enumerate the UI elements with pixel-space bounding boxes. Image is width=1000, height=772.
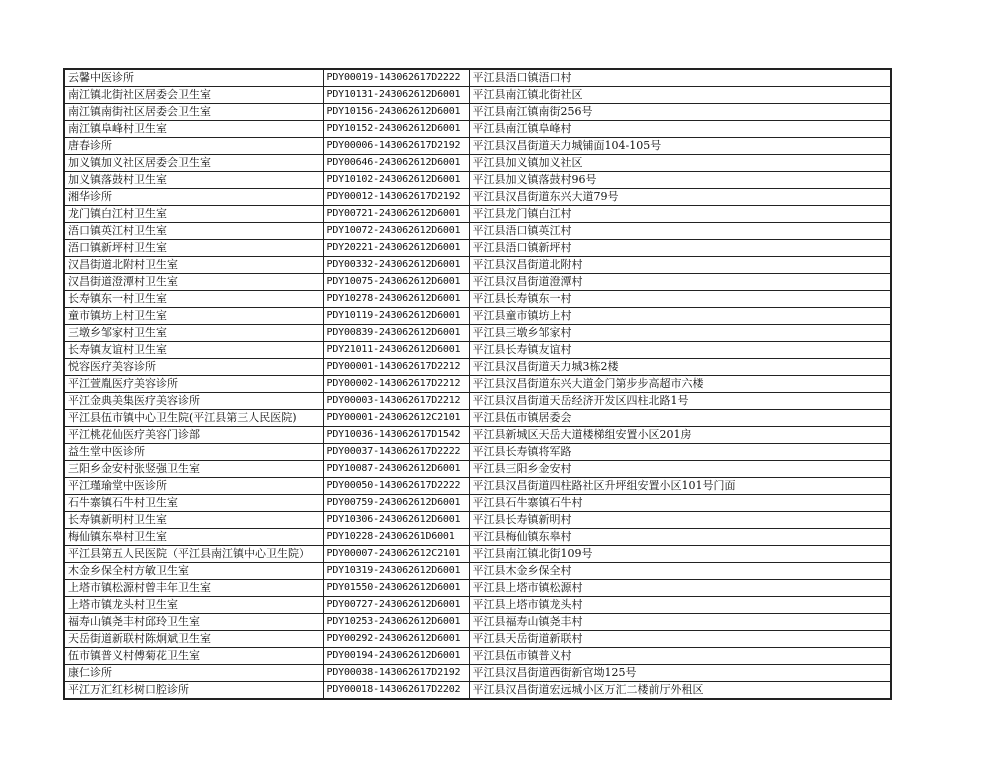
license-code-cell: PDY00037-143062617D2222 [323, 444, 469, 461]
license-code-cell: PDY10306-243062612D6001 [323, 512, 469, 529]
address-cell: 平江县汉昌街道北附村 [469, 257, 891, 274]
table-row [64, 342, 891, 359]
address-cell: 平江县三墩乡邹家村 [469, 325, 891, 342]
license-code-cell: PDY10228-24306261D6001 [323, 529, 469, 546]
address-cell: 平江县龙门镇白江村 [469, 206, 891, 223]
table-row [64, 376, 891, 393]
table-row [64, 393, 891, 410]
address-cell: 平江县长寿镇新明村 [469, 512, 891, 529]
institution-name-cell: 福寿山镇尧丰村邱玲卫生室 [64, 614, 323, 631]
table-row [64, 87, 891, 104]
license-code-cell: PDY00001-143062617D2212 [323, 359, 469, 376]
institution-name-cell: 上塔市镇松源村曾丰年卫生室 [64, 580, 323, 597]
address-cell: 平江县长寿镇东一村 [469, 291, 891, 308]
license-code-cell: PDY00018-143062617D2202 [323, 682, 469, 700]
table-row [64, 325, 891, 342]
institution-name-cell: 平江桃花仙医疗美容门诊部 [64, 427, 323, 444]
table-row [64, 410, 891, 427]
address-cell: 平江县木金乡保全村 [469, 563, 891, 580]
institution-name-cell: 伍市镇普义村傅菊花卫生室 [64, 648, 323, 665]
license-code-cell: PDY00721-243062612D6001 [323, 206, 469, 223]
table-row [64, 444, 891, 461]
institution-name-cell: 汉昌街道北附村卫生室 [64, 257, 323, 274]
address-cell: 平江县伍市镇居委会 [469, 410, 891, 427]
address-cell: 平江县上塔市镇松源村 [469, 580, 891, 597]
address-cell: 平江县浯口镇浯口村 [469, 69, 891, 87]
institution-name-cell: 平江县第五人民医院（平江县南江镇中心卫生院） [64, 546, 323, 563]
license-code-cell: PDY00050-143062617D2222 [323, 478, 469, 495]
institution-name-cell: 平江金典美集医疗美容诊所 [64, 393, 323, 410]
license-code-cell: PDY10131-243062612D6001 [323, 87, 469, 104]
license-code-cell: PDY00003-143062617D2212 [323, 393, 469, 410]
institution-name-cell: 长寿镇友谊村卫生室 [64, 342, 323, 359]
table-row [64, 614, 891, 631]
license-code-cell: PDY10253-243062612D6001 [323, 614, 469, 631]
institution-name-cell: 上塔市镇龙头村卫生室 [64, 597, 323, 614]
address-cell: 平江县福寿山镇尧丰村 [469, 614, 891, 631]
institution-name-cell: 浯口镇英江村卫生室 [64, 223, 323, 240]
table-row [64, 665, 891, 682]
license-code-cell: PDY20221-243062612D6001 [323, 240, 469, 257]
address-cell: 平江县汉昌街道天岳经济开发区四柱北路1号 [469, 393, 891, 410]
institution-name-cell: 石牛寨镇石牛村卫生室 [64, 495, 323, 512]
table-row [64, 206, 891, 223]
address-cell: 平江县天岳街道新联村 [469, 631, 891, 648]
license-code-cell: PDY00002-143062617D2212 [323, 376, 469, 393]
address-cell: 平江县汉昌街道东兴大道79号 [469, 189, 891, 206]
institution-name-cell: 梅仙镇东皋村卫生室 [64, 529, 323, 546]
license-code-cell: PDY10319-243062612D6001 [323, 563, 469, 580]
license-code-cell: PDY10152-243062612D6001 [323, 121, 469, 138]
institution-name-cell: 湘华诊所 [64, 189, 323, 206]
table-row [64, 104, 891, 121]
license-code-cell: PDY00019-143062617D2222 [323, 69, 469, 87]
table-row [64, 138, 891, 155]
institution-table [63, 68, 892, 700]
address-cell: 平江县南江镇阜峰村 [469, 121, 891, 138]
institution-name-cell: 南江镇阜峰村卫生室 [64, 121, 323, 138]
license-code-cell: PDY10102-243062612D6001 [323, 172, 469, 189]
table-row [64, 529, 891, 546]
institution-name-cell: 木金乡保全村方敏卫生室 [64, 563, 323, 580]
institution-name-cell: 童市镇坊上村卫生室 [64, 308, 323, 325]
table-row [64, 461, 891, 478]
license-code-cell: PDY00727-243062612D6001 [323, 597, 469, 614]
table-row [64, 580, 891, 597]
license-code-cell: PDY00292-243062612D6001 [323, 631, 469, 648]
address-cell: 平江县三阳乡金安村 [469, 461, 891, 478]
address-cell: 平江县加义镇落鼓村96号 [469, 172, 891, 189]
license-code-cell: PDY01550-243062612D6001 [323, 580, 469, 597]
license-code-cell: PDY10278-243062612D6001 [323, 291, 469, 308]
table-row [64, 546, 891, 563]
institution-name-cell: 益生堂中医诊所 [64, 444, 323, 461]
table-row [64, 121, 891, 138]
license-code-cell: PDY10075-243062612D6001 [323, 274, 469, 291]
license-code-cell: PDY00839-243062612D6001 [323, 325, 469, 342]
address-cell: 平江县汉昌街道天力城铺面104-105号 [469, 138, 891, 155]
address-cell: 平江县汉昌街道东兴大道金门第步步高超市六楼 [469, 376, 891, 393]
institution-name-cell: 天岳街道新联村陈炯斌卫生室 [64, 631, 323, 648]
institution-name-cell: 长寿镇东一村卫生室 [64, 291, 323, 308]
address-cell: 平江县长寿镇友谊村 [469, 342, 891, 359]
license-code-cell: PDY00038-143062617D2192 [323, 665, 469, 682]
table-row [64, 308, 891, 325]
table-row [64, 597, 891, 614]
table-row [64, 274, 891, 291]
license-code-cell: PDY21011-243062612D6001 [323, 342, 469, 359]
table-row [64, 189, 891, 206]
address-cell: 平江县汉昌街道澄潭村 [469, 274, 891, 291]
address-cell: 平江县上塔市镇龙头村 [469, 597, 891, 614]
license-code-cell: PDY00759-243062612D6001 [323, 495, 469, 512]
institution-name-cell: 康仁诊所 [64, 665, 323, 682]
institution-name-cell: 南江镇南街社区居委会卫生室 [64, 104, 323, 121]
license-code-cell: PDY10156-243062612D6001 [323, 104, 469, 121]
table-row [64, 427, 891, 444]
table-row [64, 172, 891, 189]
address-cell: 平江县汉昌街道宏远城小区万汇二楼前厅外租区 [469, 682, 891, 700]
institution-name-cell: 悦容医疗美容诊所 [64, 359, 323, 376]
license-code-cell: PDY00012-143062617D2192 [323, 189, 469, 206]
table-row [64, 240, 891, 257]
address-cell: 平江县汉昌街道天力城3栋2楼 [469, 359, 891, 376]
address-cell: 平江县汉昌街道西街新官坳125号 [469, 665, 891, 682]
address-cell: 平江县浯口镇新坪村 [469, 240, 891, 257]
table-row [64, 512, 891, 529]
institution-name-cell: 云馨中医诊所 [64, 69, 323, 87]
institution-name-cell: 三阳乡金安村张竖强卫生室 [64, 461, 323, 478]
address-cell: 平江县汉昌街道四柱路社区升坪组安置小区101号门面 [469, 478, 891, 495]
table-row [64, 631, 891, 648]
table-row [64, 478, 891, 495]
address-cell: 平江县伍市镇普义村 [469, 648, 891, 665]
license-code-cell: PDY00646-243062612D6001 [323, 155, 469, 172]
institution-name-cell: 平江萱胤医疗美容诊所 [64, 376, 323, 393]
license-code-cell: PDY00006-143062617D2192 [323, 138, 469, 155]
table-row [64, 155, 891, 172]
table-row [64, 682, 891, 700]
address-cell: 平江县南江镇北街社区 [469, 87, 891, 104]
license-code-cell: PDY10072-243062612D6001 [323, 223, 469, 240]
table-row [64, 495, 891, 512]
license-code-cell: PDY10036-143062617D1542 [323, 427, 469, 444]
address-cell: 平江县石牛寨镇石牛村 [469, 495, 891, 512]
address-cell: 平江县新城区天岳大道楼梯组安置小区201房 [469, 427, 891, 444]
license-code-cell: PDY00194-243062612D6001 [323, 648, 469, 665]
address-cell: 平江县长寿镇将军路 [469, 444, 891, 461]
institution-name-cell: 浯口镇新坪村卫生室 [64, 240, 323, 257]
table-row [64, 359, 891, 376]
institution-name-cell: 平江万汇红杉树口腔诊所 [64, 682, 323, 700]
address-cell: 平江县加义镇加义社区 [469, 155, 891, 172]
institution-name-cell: 平江瑾瑜堂中医诊所 [64, 478, 323, 495]
license-code-cell: PDY10119-243062612D6001 [323, 308, 469, 325]
table-row [64, 291, 891, 308]
institution-name-cell: 唐春诊所 [64, 138, 323, 155]
table-row [64, 223, 891, 240]
table-body [64, 69, 891, 699]
address-cell: 平江县童市镇坊上村 [469, 308, 891, 325]
institution-name-cell: 加义镇加义社区居委会卫生室 [64, 155, 323, 172]
address-cell: 平江县南江镇北街109号 [469, 546, 891, 563]
table-row [64, 563, 891, 580]
license-code-cell: PDY10087-243062612D6001 [323, 461, 469, 478]
institution-name-cell: 三墩乡邹家村卫生室 [64, 325, 323, 342]
license-code-cell: PDY00001-243062612C2101 [323, 410, 469, 427]
institution-name-cell: 汉昌街道澄潭村卫生室 [64, 274, 323, 291]
license-code-cell: PDY00007-243062612C2101 [323, 546, 469, 563]
institution-name-cell: 南江镇北街社区居委会卫生室 [64, 87, 323, 104]
table-row [64, 648, 891, 665]
table-row [64, 257, 891, 274]
table-row [64, 69, 891, 87]
institution-name-cell: 加义镇落鼓村卫生室 [64, 172, 323, 189]
license-code-cell: PDY00332-243062612D6001 [323, 257, 469, 274]
address-cell: 平江县梅仙镇东皋村 [469, 529, 891, 546]
institution-name-cell: 长寿镇新明村卫生室 [64, 512, 323, 529]
institution-name-cell: 龙门镇白江村卫生室 [64, 206, 323, 223]
address-cell: 平江县南江镇南街256号 [469, 104, 891, 121]
institution-name-cell: 平江县伍市镇中心卫生院(平江县第三人民医院) [64, 410, 323, 427]
address-cell: 平江县浯口镇英江村 [469, 223, 891, 240]
